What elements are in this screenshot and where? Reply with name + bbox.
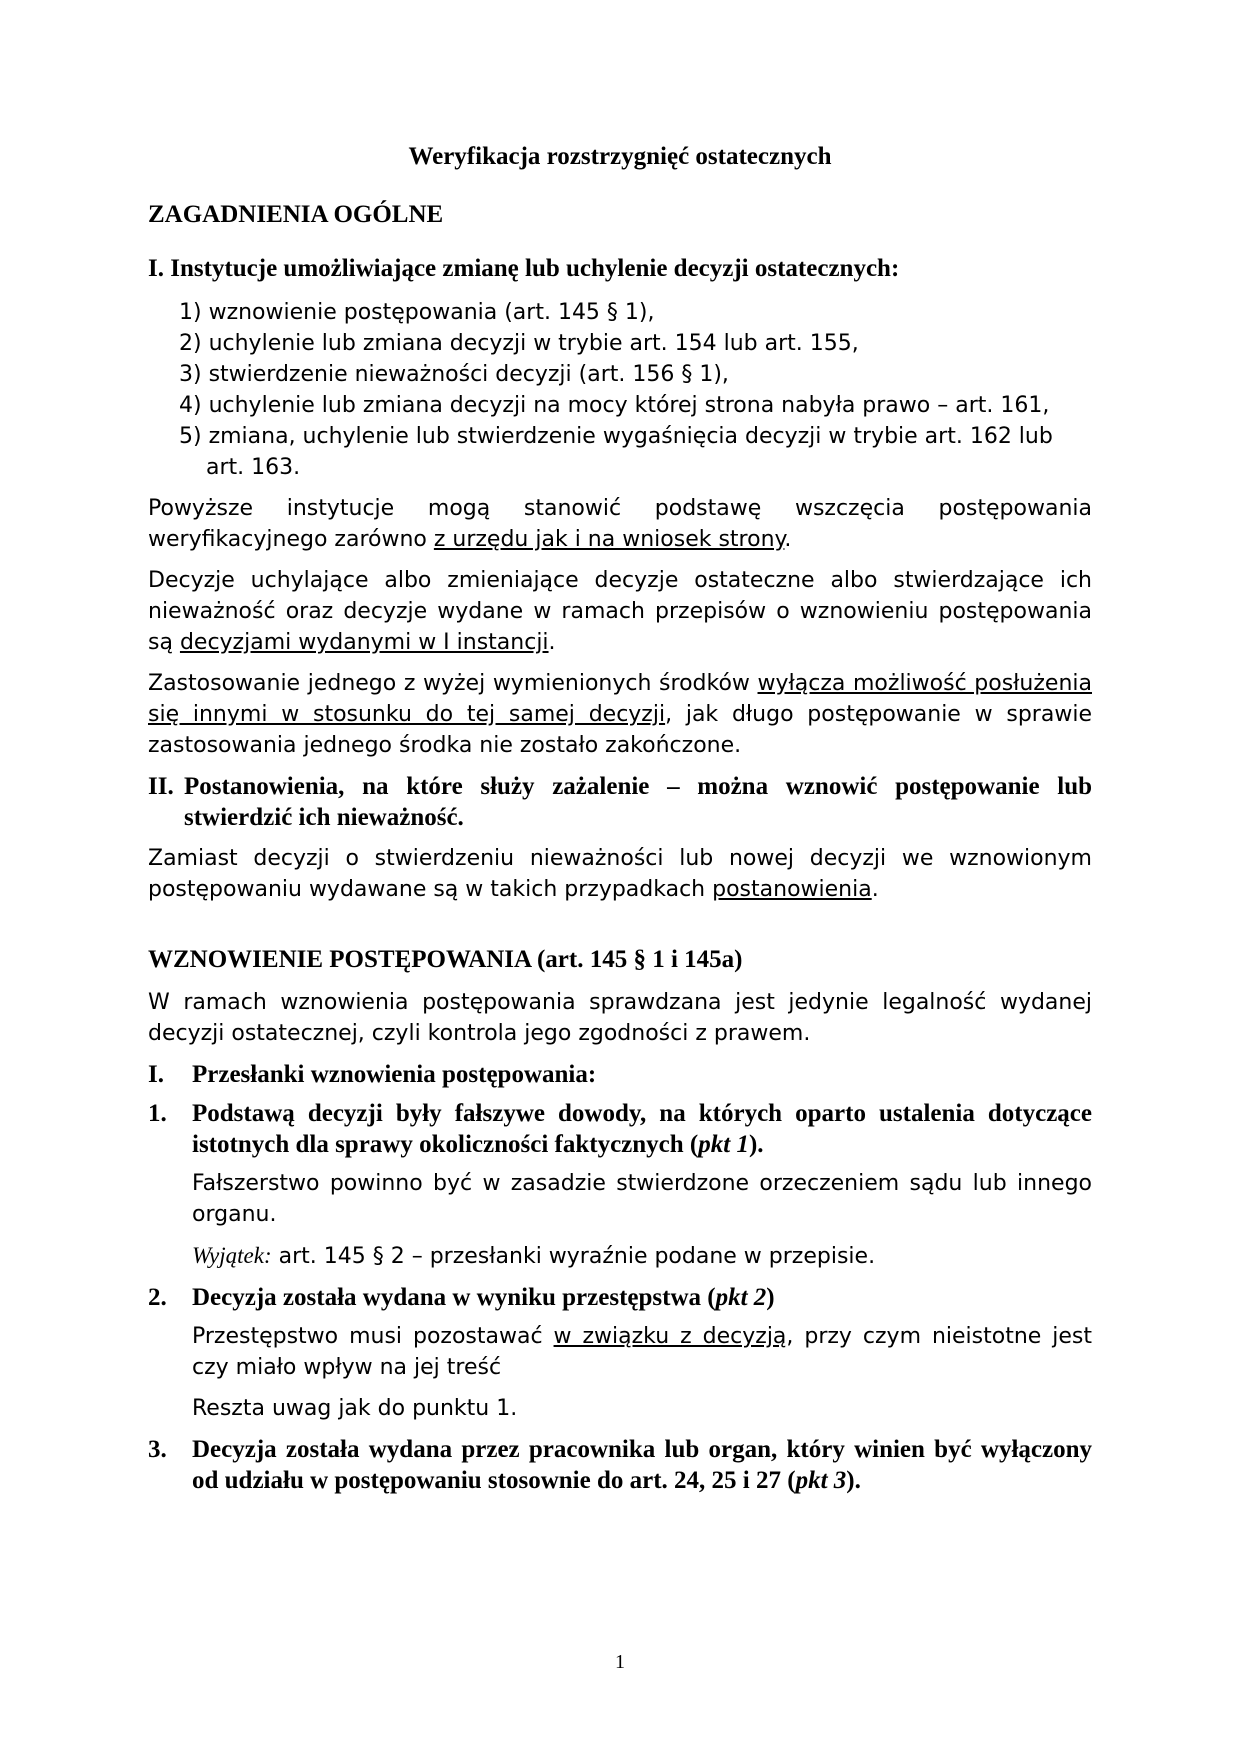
list-item: 4) uchylenie lub zmiana decyzji na mocy której strona nabyła prawo – art. 161, (179, 392, 1050, 418)
list-item: 1) wznowienie postępowania (art. 145 § 1), (179, 299, 655, 325)
premise-3-heading: 3. Decyzja została wydana przez pracownika lub organ, który winien być wyłączony od udziału w postępowaniu stosownie do art. 24, 25 i 27 (pkt 3). (148, 1435, 1092, 1494)
section-number: II. (148, 772, 174, 800)
paragraph-exclusion: Zastosowanie jednego z wyżej wymienionych środków wyłącza możliwość posłużenia się innymi w stosunku do tej samej decyzji, jak długo postępowanie w sprawie zastosowania jednego środka nie zostało zakończone. (148, 670, 1092, 758)
paragraph-decisions: Zamiast decyzji o stwierdzeniu nieważności lub nowej decyzji we wznowionym postępowaniu wydawane są w takich przypadkach postanowienia. (148, 845, 1092, 902)
reopening-heading: WZNOWIENIE POSTĘPOWANIA (art. 145 § 1 i 145a) (148, 945, 743, 973)
underlined-phrase: wyłącza możliwość posłużenia się innymi w stosunku do tej samej decyzji (148, 670, 1092, 727)
paragraph-reopening-intro: W ramach wznowienia postępowania sprawdzana jest jedynie legalność wydanej decyzji ostatecznej, czyli kontrola jego zgodności z prawem. (148, 989, 1092, 1046)
item-number: 2. (148, 1283, 167, 1311)
reopening-section1-heading (148, 1059, 1092, 1090)
section-number: I. (148, 1060, 164, 1088)
premise-1-exception: Wyjątek: art. 145 § 2 – przesłanki wyraźnie podane w przepisie. (192, 1242, 876, 1269)
item-number: 3. (148, 1435, 167, 1463)
page-number: 1 (615, 1651, 625, 1673)
underlined-phrase: z urzędu jak i na wniosek strony (433, 526, 785, 552)
list-item: 3) stwierdzenie nieważności decyzji (art. 156 § 1), (179, 361, 729, 387)
underlined-phrase: decyzjami wydanymi w I instancji (179, 629, 549, 655)
premise-2-heading: 2. Decyzja została wydana w wyniku przestępstwa (pkt 2) (148, 1283, 775, 1311)
list-item: 2) uchylenie lub zmiana decyzji w trybie art. 154 lub art. 155, (179, 330, 859, 356)
section-heading-text: Postanowienia, na które służy zażalenie – można wznowić postępowanie lub stwierdzić ich nieważność. (184, 772, 1092, 831)
general-section1-heading: I. Instytucje umożliwiające zmianę lub uchylenie decyzji ostatecznych: (148, 255, 900, 282)
document-title: Weryfikacja rozstrzygnięć ostatecznych (408, 143, 832, 170)
paragraph-initiation: Powyższe instytucje mogą stanowić podstawę wszczęcia postępowania weryfikacyjnego zarówno z urzędu jak i na wniosek strony. (148, 495, 1092, 552)
section-heading-text: Przesłanki wznowienia postępowania: (192, 1060, 597, 1088)
document-page (148, 142, 1092, 1504)
premise-2-text: Przestępstwo musi pozostawać w związku z decyzją, przy czym nieistotne jest czy miało wpływ na jej treść (192, 1323, 1093, 1380)
general-heading: ZAGADNIENIA OGÓLNE (148, 201, 444, 228)
list-item: 5) zmiana, uchylenie lub stwierdzenie wygaśnięcia decyzji w trybie art. 162 lub art. 163. (179, 423, 1053, 480)
premise-1-text: Fałszerstwo powinno być w zasadzie stwierdzone orzeczeniem sądu lub innego organu. (192, 1170, 1092, 1227)
item-number: 1. (148, 1099, 167, 1127)
general-section2-heading (148, 771, 1092, 833)
underlined-phrase: postanowienia (712, 876, 872, 902)
underlined-phrase: w związku z decyzją (553, 1323, 787, 1349)
premise-1-heading: 1. Podstawą decyzji były fałszywe dowody, na których oparto ustalenia dotyczące istotnych dla sprawy okoliczności faktycznych (pkt 1). (148, 1099, 1092, 1158)
premise-2-note: Reszta uwag jak do punktu 1. (192, 1395, 518, 1421)
paragraph-first-instance: Decyzje uchylające albo zmieniające decyzje ostateczne albo stwierdzające ich nieważność oraz decyzje wydane w ramach przepisów o wznowieniu postępowania są decyzjami wydanymi w I instancji. (148, 567, 1092, 655)
institutions-list (148, 297, 1092, 483)
